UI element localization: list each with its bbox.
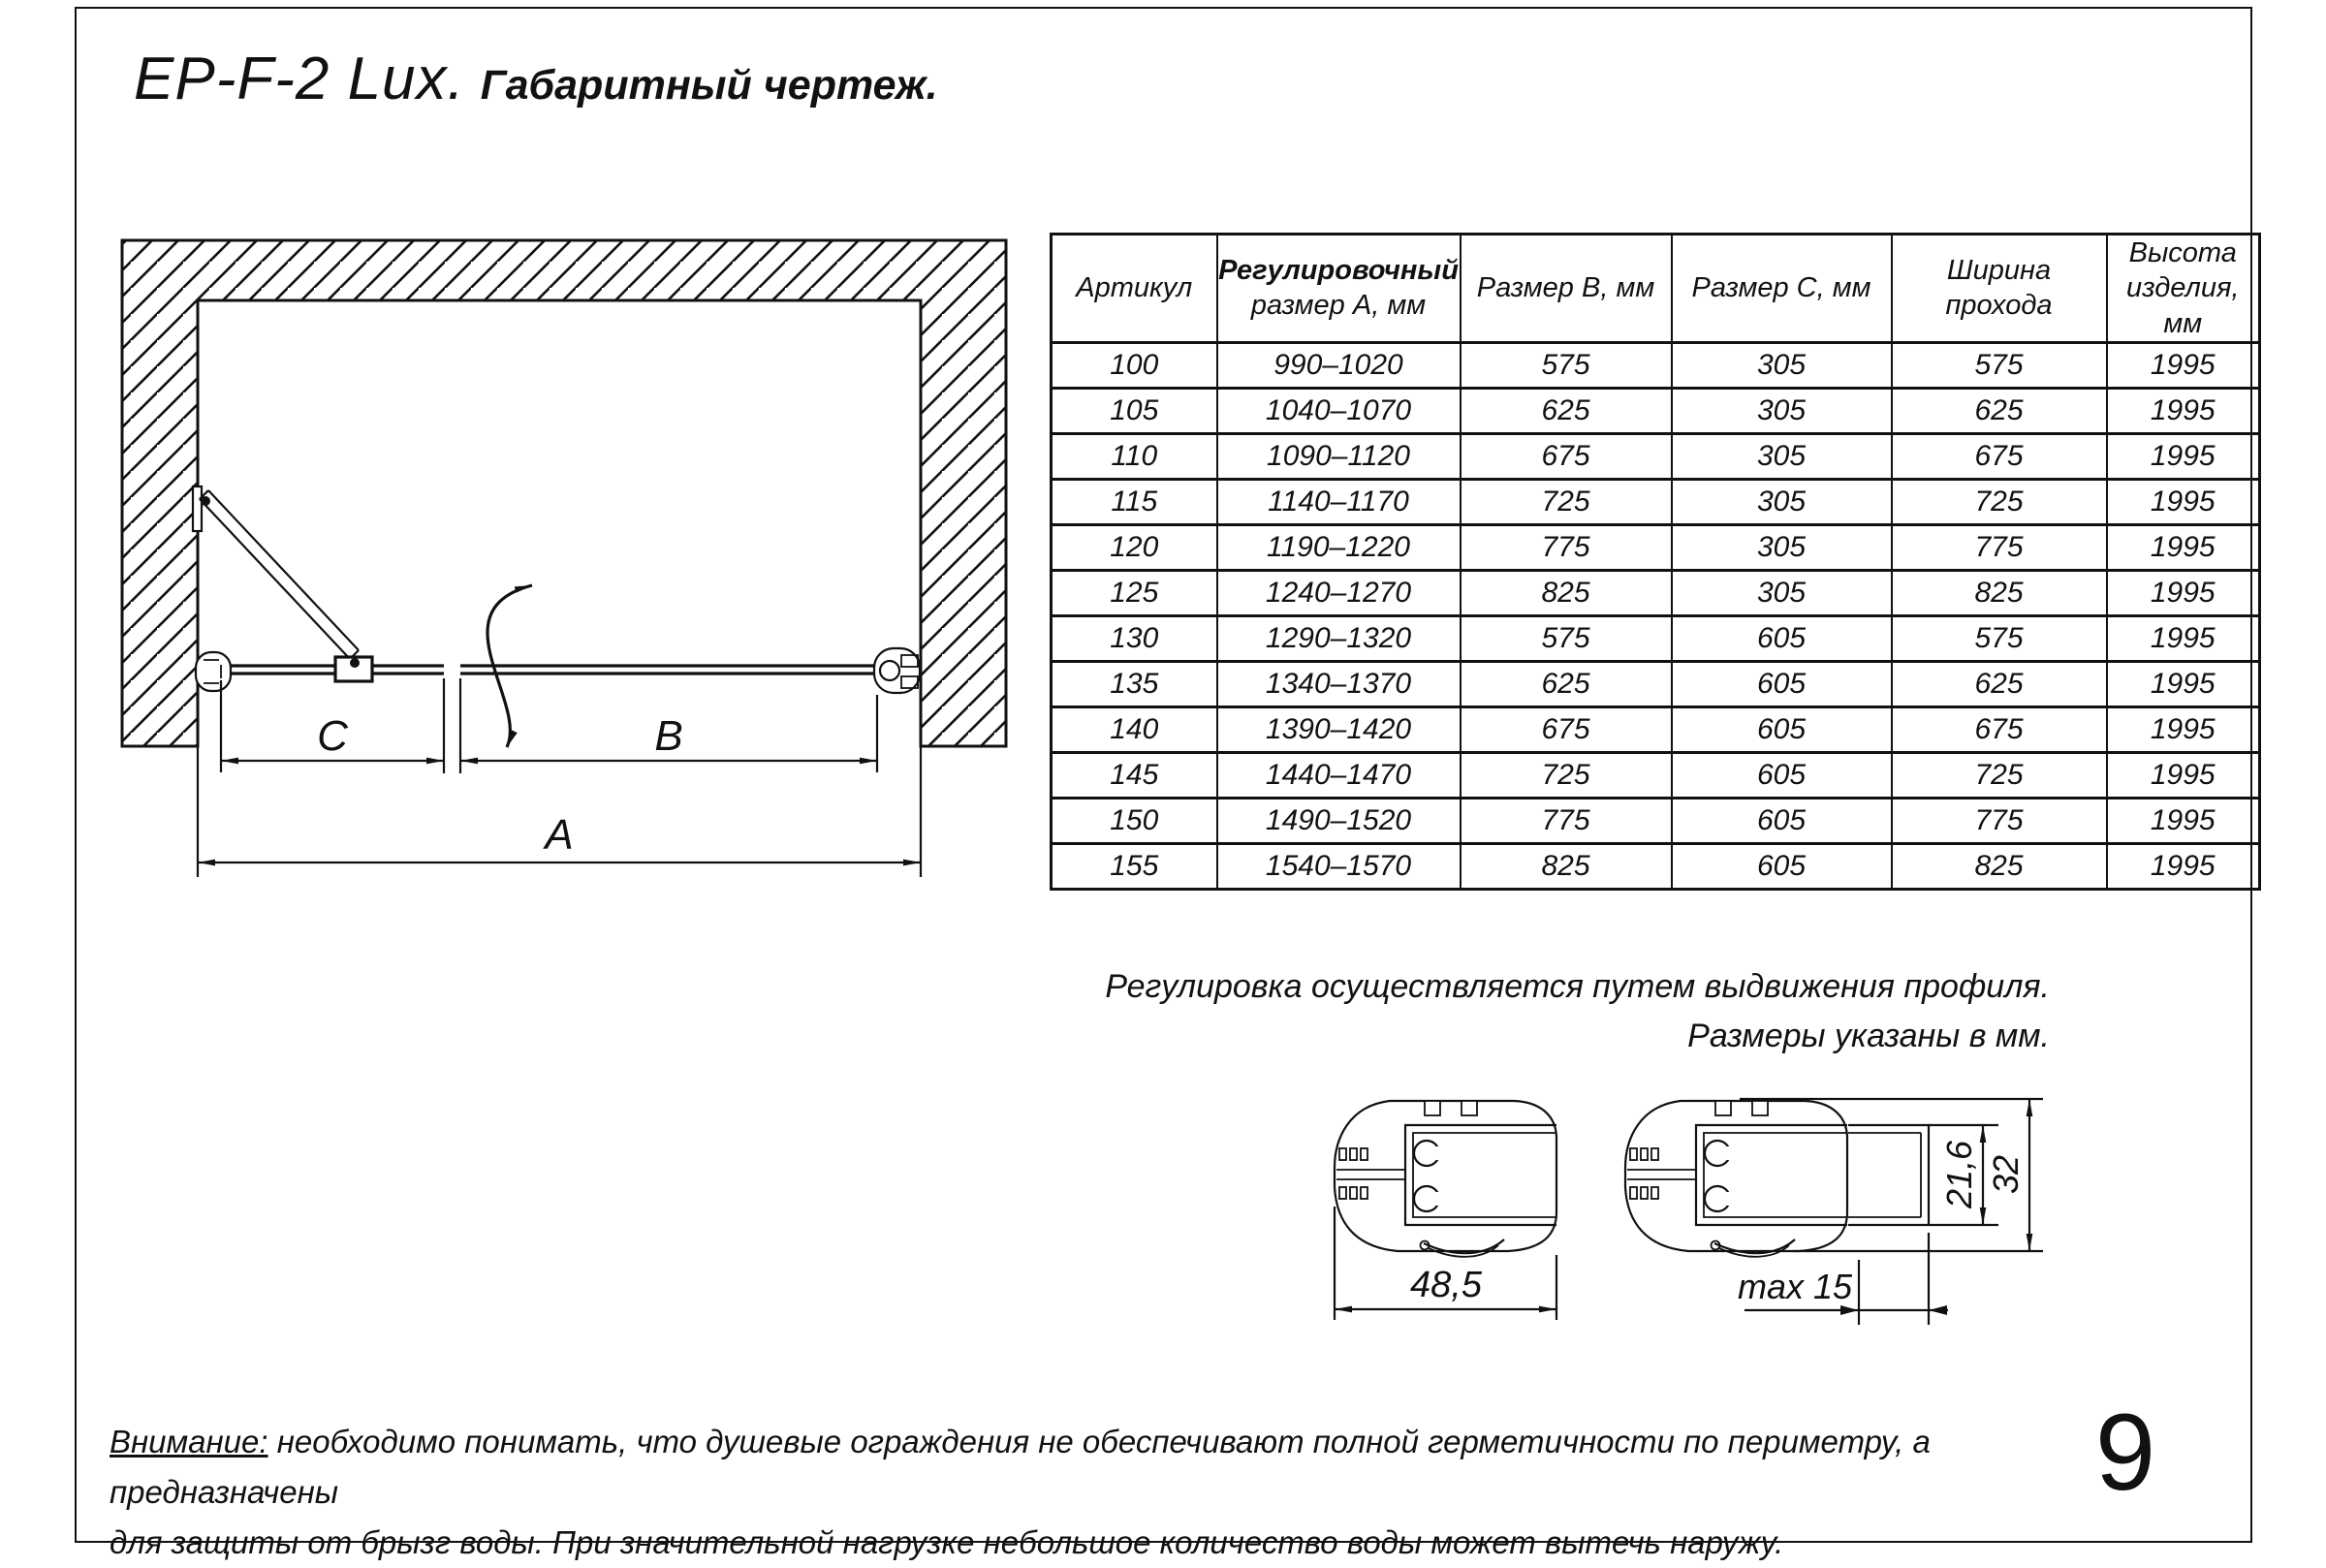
glass-channel-label: 21,6	[1939, 1140, 1979, 1209]
dim-label-b: B	[654, 712, 683, 760]
warning-label: Внимание:	[110, 1424, 268, 1459]
col-header-article: Артикул	[1052, 235, 1217, 343]
table-row: 140 1390–1420 675 605 675 1995	[1052, 706, 2260, 752]
warning-note	[110, 1417, 1990, 1568]
title-subtitle: Габаритный чертеж.	[480, 62, 938, 109]
page-number: 9	[2094, 1392, 2156, 1513]
table-row: 145 1440–1470 725 605 725 1995	[1052, 752, 2260, 798]
dim-label-c: C	[317, 712, 348, 760]
profile-section-right	[1625, 1101, 1847, 1257]
adjustment-note	[1066, 962, 2050, 1061]
door-panel-glass	[460, 666, 875, 674]
size-table	[1050, 233, 2261, 891]
profile-height-label: 32	[1986, 1154, 2026, 1195]
profile-section-left	[1335, 1101, 1556, 1257]
table-row: 135 1340–1370 625 605 625 1995	[1052, 661, 2260, 706]
table-row: 110 1090–1120 675 305 675 1995	[1052, 433, 2260, 479]
table-header-row	[1052, 235, 2260, 343]
table-row: 120 1190–1220 775 305 775 1995	[1052, 524, 2260, 570]
col-header-pass-width: Ширина прохода	[1892, 235, 2107, 343]
wall-mount-right	[874, 648, 920, 693]
table-row: 155 1540–1570 825 605 825 1995	[1052, 843, 2260, 889]
profile-extension-sleeve	[1848, 1125, 1929, 1225]
warning-line-2: для защиты от брызг воды. При значительной нагрузке небольшое количество воды может вытечь наружу.	[110, 1524, 1784, 1561]
table-row: 150 1490–1520 775 605 775 1995	[1052, 798, 2260, 843]
table-row: 100 990–1020 575 305 575 1995	[1052, 342, 2260, 388]
table-row: 105 1040–1070 625 305 625 1995	[1052, 388, 2260, 433]
dim-label-a: A	[545, 811, 574, 859]
max-extension-label: max 15	[1737, 1267, 1853, 1306]
warning-line-1: Внимание: необходимо понимать, что душевые ограждения не обеспечивают полной герметичности по периметру, а предназначены	[110, 1424, 1931, 1511]
table-row: 125 1240–1270 825 305 825 1995	[1052, 570, 2260, 615]
profile-width-label: 48,5	[1410, 1265, 1482, 1305]
model-name: EP-F-2 Lux.	[134, 46, 465, 112]
table-row: 130 1290–1320 575 605 575 1995	[1052, 615, 2260, 661]
wall-mount-left	[196, 652, 231, 691]
note-line-1: Регулировка осуществляется путем выдвижения профиля.	[1105, 968, 2050, 1005]
col-header-product-height: Высота изделия, мм	[2107, 235, 2260, 343]
col-header-size-c: Размер С, мм	[1672, 235, 1892, 343]
table-row: 115 1140–1170 725 305 725 1995	[1052, 479, 2260, 524]
col-header-size-b: Размер В, мм	[1461, 235, 1672, 343]
col-header-size-a: Регулировочный размер А, мм	[1217, 235, 1461, 343]
note-line-2: Размеры указаны в мм.	[1687, 1018, 2050, 1054]
